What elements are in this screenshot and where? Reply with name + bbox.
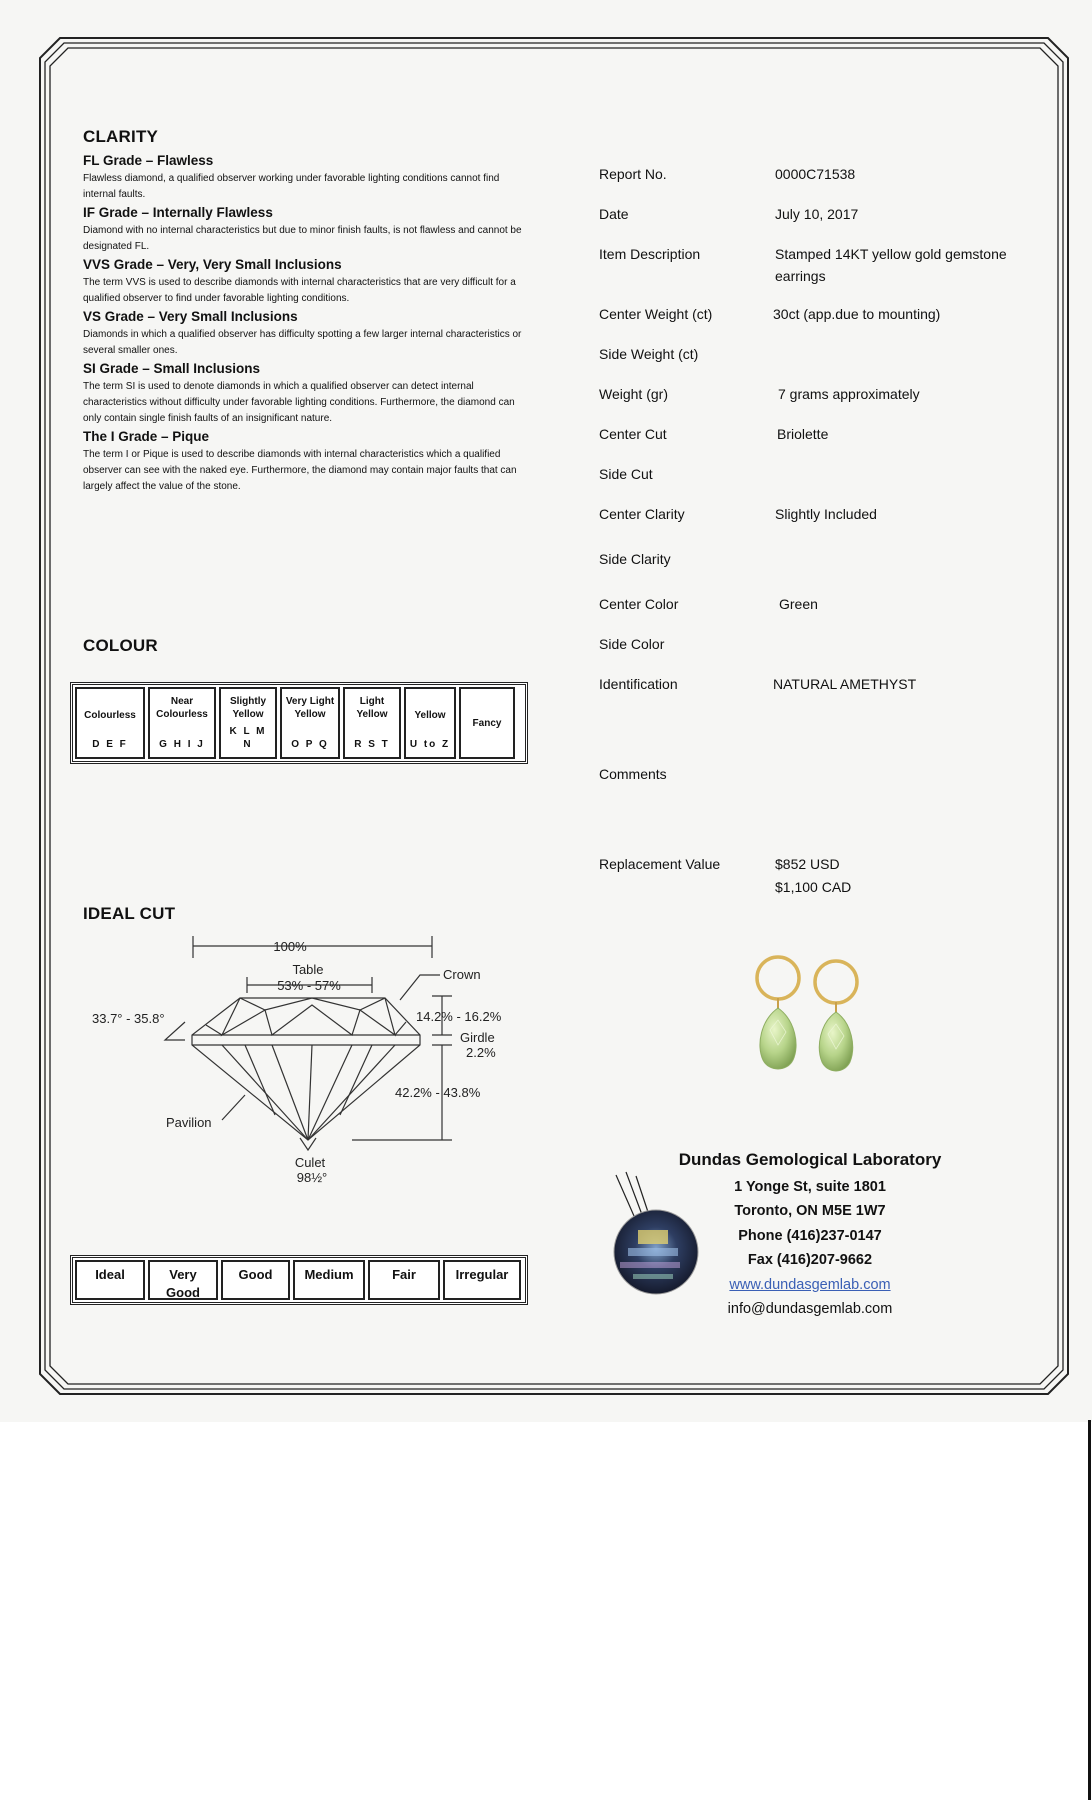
field-label-replacement-value: Replacement Value	[599, 856, 721, 872]
colour-code: R S T	[354, 739, 390, 750]
diagram-culet-angle: 98½°	[296, 1170, 328, 1185]
colour-code: K L M N	[229, 726, 267, 750]
colour-code: U to Z	[409, 739, 451, 750]
cut-grade-cell: Medium	[293, 1260, 365, 1300]
field-value-center-clarity: Slightly Included	[775, 506, 877, 522]
colour-name: Fancy	[472, 717, 502, 729]
cut-grade-cell: Fair	[368, 1260, 440, 1300]
diagram-table-range: 53% - 57%	[277, 978, 341, 993]
field-value-weight-gr: 7 grams approximately	[778, 386, 920, 402]
ideal-cut-heading: IDEAL CUT	[83, 904, 176, 923]
field-label-date: Date	[599, 206, 629, 222]
field-value-replacement-cad: $1,100 CAD	[775, 879, 852, 895]
colour-code: O P Q	[291, 739, 329, 750]
diagram-culet-label: Culet	[294, 1155, 326, 1170]
cut-grade-cell: Very Good	[148, 1260, 218, 1300]
diagram-girdle-label: Girdle	[460, 1030, 495, 1045]
diagram-table-label: Table	[292, 962, 324, 977]
grade-description: The term VVS is used to describe diamonds with internal characteristics that are very difficult for a qualified observer to find under favorable lighting conditions.	[83, 277, 516, 304]
field-value-report-no: 0000C71538	[775, 166, 856, 182]
field-label-center-weight: Center Weight (ct)	[599, 306, 713, 322]
field-label-center-color: Center Color	[599, 596, 679, 612]
grade-title: FL Grade – Flawless	[83, 153, 214, 168]
field-value-date: July 10, 2017	[775, 206, 859, 222]
colour-code: D E F	[92, 739, 128, 750]
diagram-width-label: 100%	[273, 939, 307, 954]
cut-grade-cell: Good	[221, 1260, 290, 1300]
grade-description: Diamonds in which a qualified observer has difficulty spotting a few larger internal characteristics or several smaller ones.	[83, 329, 522, 356]
grade-title: VVS Grade – Very, Very Small Inclusions	[83, 257, 342, 272]
diagram-girdle-pct: 2.2%	[466, 1045, 496, 1060]
grade-description: Flawless diamond, a qualified observer working under favorable lighting conditions cannot find internal faults.	[83, 173, 500, 200]
field-value-item-description: Stamped 14KT yellow gold gemstone earrings	[775, 246, 1007, 284]
field-label-side-weight: Side Weight (ct)	[599, 346, 699, 362]
grade-title: VS Grade – Very Small Inclusions	[83, 309, 298, 324]
cut-grade-table	[70, 1255, 528, 1305]
colour-heading: COLOUR	[83, 636, 158, 655]
briolette-gem	[819, 1012, 852, 1071]
field-value-identification: NATURAL AMETHYST	[773, 676, 917, 692]
colour-name: Colourless	[84, 710, 136, 721]
colour-name: Yellow	[414, 710, 446, 721]
lab-address-line1: 1 Yonge St, suite 1801	[734, 1178, 886, 1195]
grade-description: The term I or Pique is used to describe diamonds with internal characteristics which a qualified observer can see with the naked eye. Furthermore, the diamond may contain major faults that can largely affect the value of the stone.	[83, 449, 517, 492]
grade-description: The term SI is used to denote diamonds in which a qualified observer can detect internal characteristics without difficulty under favorable lighting conditions. Furthermore, the diamond can only contain single finish faults of an insignificant nature.	[83, 381, 515, 424]
field-label-comments: Comments	[599, 766, 667, 782]
diagram-crown-angle: 33.7° - 35.8°	[92, 1011, 165, 1026]
cut-grade-cell: Ideal	[75, 1260, 145, 1300]
grade-description: Diamond with no internal characteristics but due to minor finish faults, is not flawless and cannot be designated FL.	[83, 225, 522, 252]
cut-grade-cell: Irregular	[443, 1260, 521, 1300]
field-value-replacement-usd: $852 USD	[775, 856, 840, 872]
grade-title: IF Grade – Internally Flawless	[83, 205, 273, 220]
field-label-side-color: Side Color	[599, 636, 665, 652]
colour-name: Slightly Yellow	[229, 696, 267, 720]
lab-website-link[interactable]: www.dundasgemlab.com	[729, 1276, 891, 1293]
lab-phone: Phone (416)237-0147	[738, 1227, 882, 1244]
diagram-crown-height: 14.2% - 16.2%	[416, 1009, 502, 1024]
briolette-gem	[760, 1008, 796, 1069]
field-label-center-cut: Center Cut	[599, 426, 667, 442]
earring-hoop	[757, 957, 799, 999]
lab-address-line2: Toronto, ON M5E 1W7	[734, 1203, 886, 1219]
diagram-pavilion-label: Pavilion	[166, 1115, 212, 1130]
field-label-center-clarity: Center Clarity	[599, 506, 685, 522]
earring-hoop	[815, 961, 857, 1003]
colour-name: Near Colourless	[156, 696, 208, 720]
grade-title: The I Grade – Pique	[83, 429, 210, 444]
colour-name: Very Light Yellow	[285, 696, 335, 720]
lab-name: Dundas Gemological Laboratory	[678, 1150, 942, 1169]
lab-email: info@dundasgemlab.com	[727, 1301, 893, 1317]
field-label-report-no: Report No.	[599, 166, 667, 182]
clarity-heading: CLARITY	[83, 127, 159, 146]
earrings-photo	[735, 950, 905, 1090]
diagram-crown-label: Crown	[443, 967, 481, 982]
field-value-center-color: Green	[779, 596, 818, 612]
field-value-center-weight: 30ct (app.due to mounting)	[773, 306, 941, 322]
scan-edge	[1088, 1420, 1091, 1800]
colour-code: G H I J	[159, 739, 205, 750]
field-label-side-cut: Side Cut	[599, 466, 653, 482]
diagram-pavilion-depth: 42.2% - 43.8%	[395, 1085, 481, 1100]
field-value-center-cut: Briolette	[777, 426, 829, 442]
field-label-item-description: Item Description	[599, 246, 701, 262]
lab-fax: Fax (416)207-9662	[747, 1252, 873, 1268]
field-label-side-clarity: Side Clarity	[599, 551, 671, 567]
colour-name: Light Yellow	[356, 696, 388, 720]
field-label-weight-gr: Weight (gr)	[599, 386, 668, 402]
lab-contact-block	[640, 1148, 980, 1322]
field-label-identification: Identification	[599, 676, 678, 692]
grade-title: SI Grade – Small Inclusions	[83, 361, 261, 376]
